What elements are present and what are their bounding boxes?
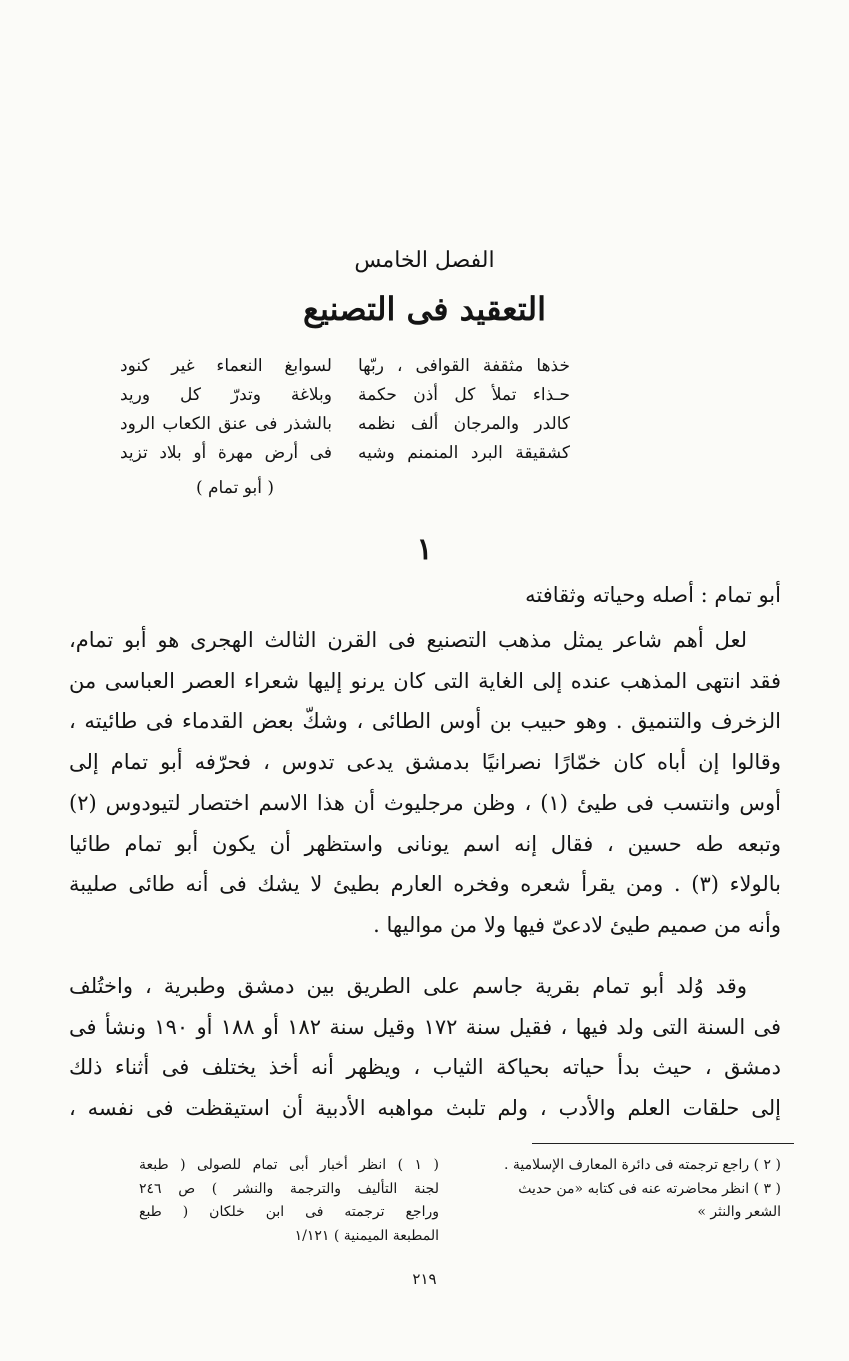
poem-verse	[120, 385, 570, 415]
text-line: وتبعه طه حسين ، فقال إنه اسم يونانى واستظهر أن يكون أبو تمام طائيا	[69, 831, 781, 856]
verse-first-hemistich: كشقيقة البرد المنمنم وشيه	[358, 443, 570, 463]
text-line: وقد وُلد أبو تمام بقرية جاسم على الطريق بين دمشق وطبرية ، واختُلف	[69, 974, 747, 998]
verse-first-hemistich: خذها مثقفة القوافى ، ربّها	[358, 356, 570, 376]
body-paragraph	[69, 620, 781, 960]
footnote-line: ( ٣ ) انظر محاضرته عنه فى كتابه «من حديث	[518, 1180, 781, 1197]
verse-second-hemistich: فى أرض مهرة أو بلاد تزيد	[120, 443, 332, 463]
text-line: أوس وانتسب فى طيئ (١) ، وظن مرجليوث أن هذا الاسم اختصار لتيودوس (٢)	[69, 790, 781, 815]
poem-attribution: ( أبو تمام )	[196, 478, 274, 498]
footnote-line: ( ٢ ) راجع ترجمته فى دائرة المعارف الإسلامية .	[504, 1157, 781, 1173]
footnote-line: ( ١ ) انظر أخبار أبى تمام للصولى ( طبعة	[139, 1157, 439, 1173]
section-number: ١	[416, 532, 433, 567]
text-line: وقالوا إن أباه كان خمّارًا نصرانيًا بدمشق يدعى تدوس ، فحرّفه أبو تمام إلى	[69, 750, 781, 775]
footnote-line: المطبعة الميمنية ) ١/١٢١	[294, 1227, 439, 1244]
poem-verse	[120, 414, 570, 444]
text-line: لعل أهم شاعر يمثل مذهب التصنيع فى القرن الثالث الهجرى هو أبو تمام،	[69, 628, 747, 652]
text-line: الزخرف والتنميق . وهو حبيب بن أوس الطائى ، وشكّ بعض القدماء فى طائيته ،	[69, 709, 781, 734]
page-number: ٢١٩	[412, 1270, 437, 1288]
poem-verse	[120, 356, 570, 386]
chapter-label: الفصل الخامس	[354, 248, 495, 273]
footnotes-left-column	[504, 1154, 781, 1225]
footnote-line: وراجع ترجمته فى ابن خلكان ( طبع	[139, 1204, 439, 1220]
body-paragraph	[69, 966, 781, 1126]
text-line: فقد انتهى المذهب عنده إلى الغاية التى كان يرنو إليها شعراء العصر العباسى من	[69, 668, 781, 693]
verse-first-hemistich: حـذاء تملأ كل أذن حكمة	[358, 385, 570, 405]
verse-second-hemistich: وبلاغة وتدرّ كل وريد	[120, 385, 332, 405]
poem-verse	[120, 443, 570, 473]
section-title: أبو تمام : أصله وحياته وثقافته	[525, 583, 781, 607]
footnote-divider	[532, 1143, 794, 1144]
text-line: وأنه من صميم طيئ لادعىّ فيها ولا من مواليها .	[373, 912, 781, 937]
verse-second-hemistich: بالشذر فى عنق الكعاب الرود	[120, 414, 332, 434]
footnote-line: لجنة التأليف والترجمة والنشر ) ص ٢٤٦	[139, 1180, 439, 1197]
text-line: دمشق ، حيث بدأ حياته بحياكة الثياب ، ويظهر أنه أخذ يختلف فى أثناء ذلك	[69, 1055, 781, 1080]
verse-first-hemistich: كالدر والمرجان ألف نظمه	[358, 414, 570, 434]
chapter-title: التعقيد فى التصنيع	[302, 290, 546, 328]
footnotes-right-column	[139, 1154, 439, 1248]
text-line: فى السنة التى ولد فيها ، فقيل سنة ١٧٢ وقيل سنة ١٨٢ أو ١٨٨ أو ١٩٠ ونشأ فى	[69, 1014, 782, 1039]
text-line: إلى حلقات العلم والأدب ، ولم تلبث مواهبه الأدبية أن استيقظت فى نفسه ،	[69, 1096, 781, 1121]
verse-second-hemistich: لسوابغ النعماء غير كنود	[120, 356, 332, 376]
text-line: بالولاء (٣) . ومن يقرأ شعره وفخره العارم بطيئ لا يشك فى أنه طائى صليبة	[69, 872, 781, 897]
footnote-line: الشعر والنثر »	[697, 1204, 781, 1220]
